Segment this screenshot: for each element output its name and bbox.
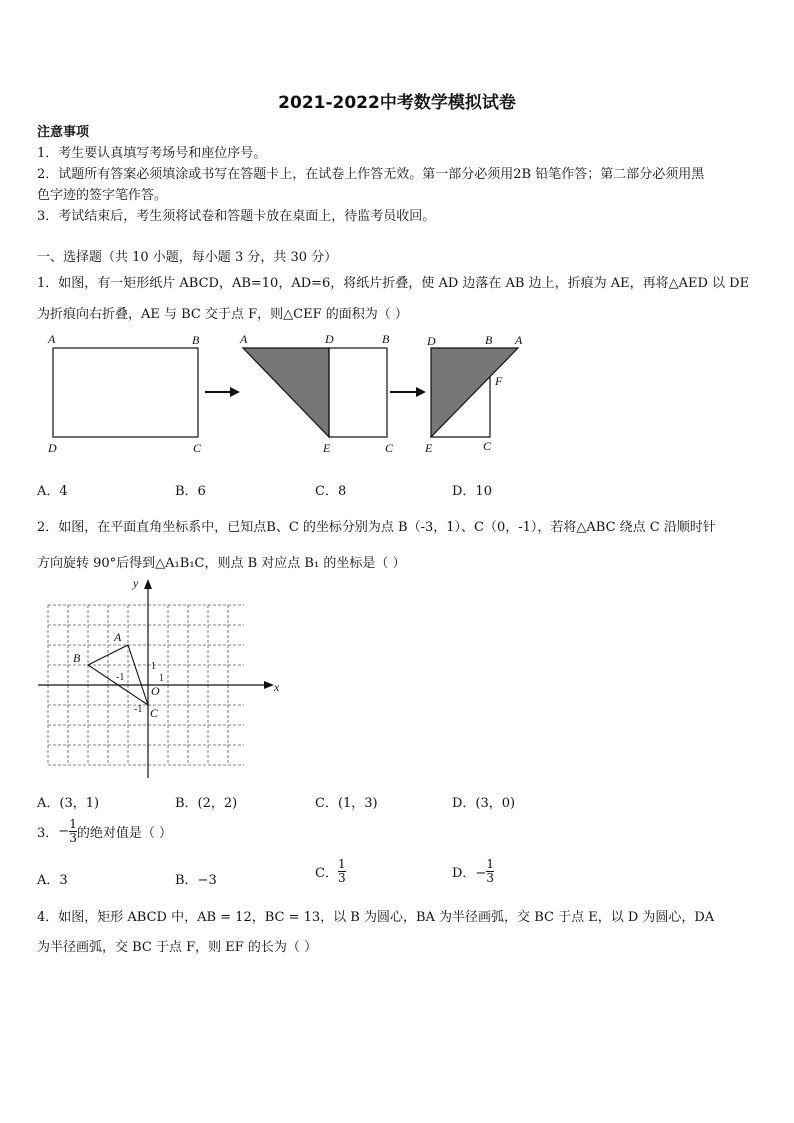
fig2-label: B — [382, 332, 390, 346]
frac-den: 3 — [486, 871, 494, 885]
q1-option-b: B．6 — [175, 484, 206, 499]
fig3-label: F — [495, 374, 503, 388]
q1-option-d: D．10 — [452, 484, 492, 499]
fig3-label: C — [483, 439, 492, 453]
q3-option-d-label: D．− — [452, 866, 487, 881]
q2-option-a: A．(3，1) — [37, 796, 100, 811]
q3-frac-num: 1 — [69, 817, 77, 831]
q3-option-d — [452, 858, 494, 885]
q3-option-d-fraction — [486, 858, 494, 885]
fig2-label: A — [240, 332, 248, 346]
q2-option-c: C．(1，3) — [315, 796, 378, 811]
fig2-label: D — [325, 332, 334, 346]
fig1-label: D — [48, 441, 57, 455]
notice-heading: 注意事项 — [37, 125, 90, 140]
q3-option-c-label: C． — [315, 866, 338, 881]
notice-item: 3．考试结束后，考生须将试卷和答题卡放在桌面上，待监考员收回。 — [37, 209, 436, 224]
q3-fraction — [69, 818, 77, 845]
y-axis-label: y — [133, 576, 139, 590]
fig3-label: D — [427, 334, 436, 348]
point-b-label: B — [73, 651, 81, 665]
q3-number: 3． — [37, 826, 59, 841]
origin-label: O — [151, 684, 160, 698]
q2-option-b: B．(2，2) — [175, 796, 238, 811]
q1-option-a: A．4 — [37, 484, 68, 499]
tick-label: 1 — [151, 661, 156, 672]
q3-option-c-fraction — [338, 858, 346, 885]
q3-option-a: A．3 — [37, 873, 68, 888]
page-title: 2021-2022中考数学模拟试卷 — [278, 93, 516, 113]
question-2-line: 方向旋转 90°后得到△A₁B₁C，则点 B 对应点 B₁ 的坐标是（ ） — [37, 556, 406, 571]
question-2-line: 2．如图，在平面直角坐标系中，已知点B、C 的坐标分别为点 B（-3，1）、C（0，-1），若将△ABC 绕点 C 沿顺时针 — [37, 520, 716, 535]
point-a-label: A — [114, 630, 122, 644]
question-1-figure — [40, 328, 540, 460]
fig3-label: B — [485, 333, 493, 347]
question-4-line: 为半径画弧，交 BC 于点 F，则 EF 的长为（ ） — [37, 940, 318, 955]
question-1-line: 为折痕向右折叠，AE 与 BC 交于点 F，则△CEF 的面积为（ ） — [37, 307, 408, 322]
fig2-label: E — [323, 441, 331, 455]
q3-stem: 的绝对值是（ ） — [76, 826, 172, 841]
fig3-label: A — [515, 333, 523, 347]
frac-num: 1 — [337, 857, 346, 871]
q3-frac-den: 3 — [69, 831, 77, 845]
frac-num: 1 — [486, 857, 494, 871]
fig1-label: C — [193, 441, 202, 455]
question-3-line — [37, 818, 172, 845]
tick-label: -1 — [116, 672, 125, 683]
question-2-figure — [36, 575, 286, 780]
q1-option-c: C．8 — [315, 484, 347, 499]
notice-item: 1．考生要认真填写考场号和座位序号。 — [37, 146, 267, 161]
q2-option-d: D．(3，0) — [452, 796, 516, 811]
point-c-label: C — [150, 706, 159, 720]
fig2-label: C — [385, 441, 394, 455]
notice-item: 2．试题所有答案必须填涂或书写在答题卡上，在试卷上作答无效。第一部分必须用2B 铅笔作答；第二部分必须用黑 — [37, 167, 705, 182]
fig3-label: E — [425, 441, 433, 455]
q3-option-b: B．−3 — [175, 873, 217, 888]
q3-minus: − — [58, 824, 70, 839]
tick-label: -1 — [134, 704, 143, 715]
frac-den: 3 — [337, 871, 346, 885]
tick-label: 1 — [159, 673, 164, 684]
question-1-line: 1．如图，有一矩形纸片 ABCD，AB=10，AD=6，将纸片折叠，使 AD 边落在 AB 边上，折痕为 AE，再将△AED 以 DE — [37, 276, 750, 291]
notice-item: 色字迹的签字笔作答。 — [37, 188, 168, 203]
section-heading: 一、选择题（共 10 小题，每小题 3 分，共 30 分） — [37, 250, 338, 265]
q3-option-c — [315, 858, 346, 885]
fig1-label: B — [192, 333, 200, 347]
question-4-line: 4．如图，矩形 ABCD 中，AB = 12，BC = 13，以 B 为圆心，BA 为半径画弧，交 BC 于点 E，以 D 为圆心，DA — [37, 910, 715, 925]
fig1-label: A — [48, 332, 56, 346]
x-axis-label: x — [274, 680, 280, 694]
